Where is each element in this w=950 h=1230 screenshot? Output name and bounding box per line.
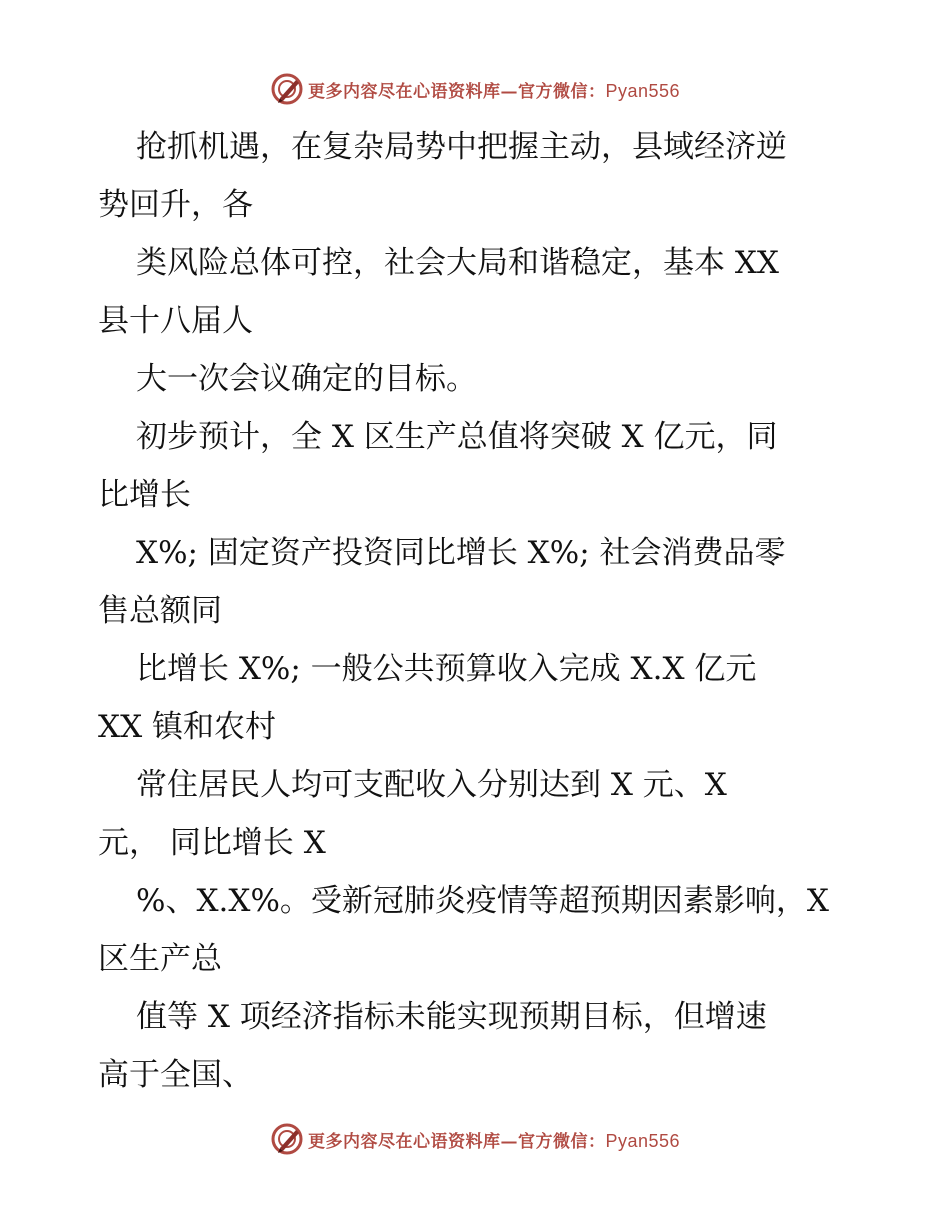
text-line: 比增长 — [98, 477, 191, 513]
text-line: 元， 同比增长 X — [98, 825, 326, 861]
text-line: XX 镇和农村 — [98, 709, 276, 745]
text-line: 比增长 X%; 一般公共预算收入完成 X.X 亿元 — [136, 651, 757, 687]
watermark-footer — [0, 1122, 950, 1156]
text-line: %、X.X%。受新冠肺炎疫情等超预期因素影响，X — [136, 883, 829, 919]
text-line: X%; 固定资产投资同比增长 X%; 社会消费品零 — [136, 535, 786, 571]
text-line: 售总额同 — [98, 593, 222, 629]
text-line: 大一次会议确定的目标。 — [136, 361, 477, 397]
text-line: 类风险总体可控，社会大局和谐稳定，基本 XX — [136, 245, 779, 281]
watermark-text: 更多内容尽在心语资料库—官方微信：Pyan556 — [307, 80, 681, 102]
watermark-text: 更多内容尽在心语资料库—官方微信：Pyan556 — [307, 1130, 681, 1152]
document-body — [98, 118, 898, 1104]
text-line: 常住居民人均可支配收入分别达到 X 元、X — [136, 767, 727, 803]
pen-logo-icon — [270, 72, 304, 106]
text-line: 值等 X 项经济指标未能实现预期目标，但增速 — [136, 999, 767, 1035]
text-line: 区生产总 — [98, 941, 222, 977]
text-line: 初步预计，全 X 区生产总值将突破 X 亿元，同 — [136, 419, 778, 455]
pen-logo-icon — [270, 1122, 304, 1156]
text-line: 县十八届人 — [98, 303, 253, 339]
watermark-header — [0, 72, 950, 106]
text-line: 势回升，各 — [98, 187, 253, 223]
text-line: 抢抓机遇，在复杂局势中把握主动，县域经济逆 — [136, 129, 787, 165]
text-line: 高于全国、 — [98, 1057, 253, 1093]
